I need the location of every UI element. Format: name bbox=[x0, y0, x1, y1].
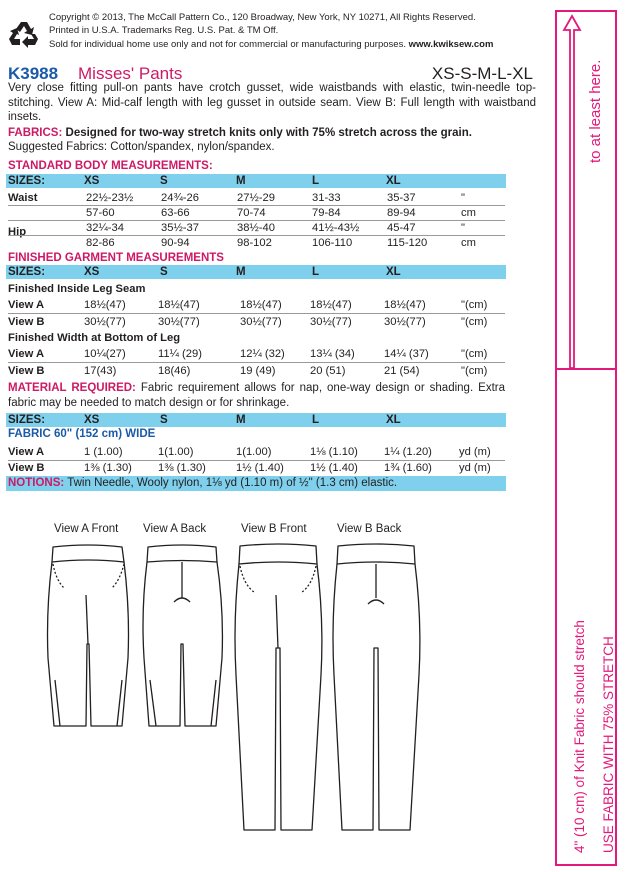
material-size-m: M bbox=[236, 414, 246, 426]
waist-unit-cm: cm bbox=[461, 207, 476, 219]
divider bbox=[8, 205, 505, 206]
hip-cm-xs: 82-86 bbox=[86, 237, 115, 249]
sold-text: Sold for individual home use only and not for commercial or manufacturing purposes. bbox=[49, 39, 406, 50]
finished-size-xs: XS bbox=[84, 266, 100, 278]
fabrics-label: FABRICS: bbox=[8, 127, 63, 139]
body-size-m: M bbox=[236, 175, 246, 187]
width-b-m: 19 (49) bbox=[240, 365, 276, 377]
view-b-front-drawing bbox=[235, 544, 322, 830]
pattern-description: Very close fitting pull-on pants have crotch gusset, wide waistbands with elastic, twin-needle top-stitching. View A: Mid-calf length with leg gusset in outside seam. View B: Full length with waistband insets. bbox=[8, 82, 536, 123]
inseam-b-xs: 30½(77) bbox=[84, 316, 126, 328]
width-b-xs: 17(43) bbox=[84, 365, 117, 377]
finished-size-s: S bbox=[160, 266, 168, 278]
body-size-xl: XL bbox=[386, 175, 401, 187]
width-a-xl: 14¼ (37) bbox=[384, 348, 429, 360]
sizes-range: XS-S-M-L-XL bbox=[431, 64, 533, 83]
pants-flat-drawings bbox=[40, 540, 440, 840]
sold-line bbox=[49, 38, 493, 51]
width-a-s: 11¼ (29) bbox=[158, 348, 202, 360]
view-a-back-drawing bbox=[143, 545, 222, 726]
inseam-view-a-label: View A bbox=[8, 299, 45, 311]
divider bbox=[8, 460, 505, 461]
width-view-b-label: View B bbox=[8, 365, 45, 377]
waist-m: 27½-29 bbox=[237, 192, 275, 204]
material-size-xs: XS bbox=[84, 414, 100, 426]
hip-l: 41½-43½ bbox=[312, 222, 360, 234]
material-text: Fabric requirement allows for nap, one-way design or shading. Extra fabric may be needed to match design or for shrinkage. bbox=[8, 382, 505, 409]
yardage-b-m: 1½ (1.40) bbox=[236, 462, 284, 474]
width-a-l: 13¼ (34) bbox=[310, 348, 355, 360]
body-size-s: S bbox=[160, 175, 168, 187]
website-link[interactable]: www.kwiksew.com bbox=[408, 39, 494, 50]
inseam-a-xs: 18½(47) bbox=[84, 299, 126, 311]
yardage-b-l: 1½ (1.40) bbox=[310, 462, 358, 474]
yardage-a-xs: 1 (1.00) bbox=[84, 446, 123, 458]
printed-line: Printed in U.S.A. Trademarks Reg. U.S. Pat. & TM Off. bbox=[49, 25, 279, 36]
hip-xs: 32¼-34 bbox=[86, 222, 124, 234]
yardage-b-unit: yd (m) bbox=[459, 462, 491, 474]
inseam-view-b-label: View B bbox=[8, 316, 45, 328]
hip-cm-m: 98-102 bbox=[237, 237, 272, 249]
yardage-a-unit: yd (m) bbox=[459, 446, 491, 458]
inseam-a-s: 18½(47) bbox=[158, 299, 200, 311]
fabrics-line bbox=[8, 126, 536, 141]
notions-line bbox=[8, 477, 397, 489]
waist-xs: 22½-23½ bbox=[86, 192, 134, 204]
recycle-icon bbox=[8, 20, 40, 50]
width-b-xl: 21 (54) bbox=[384, 365, 420, 377]
gauge-side-text: USE FABRIC WITH 75% STRETCH bbox=[601, 636, 616, 853]
inseam-b-s: 30½(77) bbox=[158, 316, 200, 328]
waist-unit-in: " bbox=[461, 192, 465, 204]
waist-cm-s: 63-66 bbox=[161, 207, 190, 219]
waist-xl: 35-37 bbox=[387, 192, 416, 204]
inseam-a-l: 18½(47) bbox=[310, 299, 352, 311]
fabric-width: FABRIC 60" (152 cm) WIDE bbox=[8, 428, 156, 440]
notions-label: NOTIONS: bbox=[8, 477, 65, 489]
view-b-back-drawing bbox=[333, 544, 420, 830]
fabrics-text: Designed for two-way stretch knits only with 75% stretch across the grain. bbox=[65, 127, 472, 139]
hip-unit-in: " bbox=[461, 222, 465, 234]
material-label: MATERIAL REQUIRED: bbox=[8, 382, 136, 394]
inseam-a-xl: 18½(47) bbox=[384, 299, 426, 311]
hip-cm-s: 90-94 bbox=[161, 237, 190, 249]
inseam-b-l: 30½(77) bbox=[310, 316, 352, 328]
waist-cm-xs: 57-60 bbox=[86, 207, 115, 219]
divider bbox=[8, 362, 505, 363]
yardage-view-b-label: View B bbox=[8, 462, 45, 474]
finished-sizes-label: SIZES: bbox=[8, 266, 46, 278]
waist-l: 31-33 bbox=[312, 192, 341, 204]
width-b-unit: "(cm) bbox=[461, 365, 488, 377]
view-b-front-label: View B Front bbox=[241, 523, 307, 535]
body-size-l: L bbox=[312, 175, 320, 187]
view-a-front-drawing bbox=[48, 545, 129, 726]
gauge-top-text: to at least here. bbox=[587, 59, 604, 163]
divider bbox=[8, 235, 505, 236]
yardage-a-l: 1⅛ (1.10) bbox=[310, 446, 358, 458]
material-size-s: S bbox=[160, 414, 168, 426]
divider bbox=[8, 220, 505, 221]
body-size-xs: XS bbox=[84, 175, 100, 187]
width-b-l: 20 (51) bbox=[310, 365, 346, 377]
finished-size-xl: XL bbox=[386, 266, 401, 278]
yardage-b-xl: 1¾ (1.60) bbox=[384, 462, 432, 474]
waist-label: Waist bbox=[8, 192, 38, 204]
material-size-l: L bbox=[312, 414, 320, 426]
yardage-view-a-label: View A bbox=[8, 446, 45, 458]
width-title: Finished Width at Bottom of Leg bbox=[8, 332, 181, 344]
body-measurements-title: STANDARD BODY MEASUREMENTS: bbox=[8, 160, 213, 172]
suggested-fabrics: Suggested Fabrics: Cotton/spandex, nylon/spandex. bbox=[8, 141, 275, 153]
body-sizes-label: SIZES: bbox=[8, 175, 46, 187]
yardage-a-s: 1(1.00) bbox=[158, 446, 194, 458]
hip-cm-l: 106-110 bbox=[312, 237, 353, 249]
view-b-back-label: View B Back bbox=[337, 523, 402, 535]
inseam-b-xl: 30½(77) bbox=[384, 316, 426, 328]
inseam-title: Finished Inside Leg Seam bbox=[8, 283, 146, 295]
yardage-a-m: 1(1.00) bbox=[236, 446, 272, 458]
waist-cm-l: 79-84 bbox=[312, 207, 341, 219]
hip-xl: 45-47 bbox=[387, 222, 416, 234]
divider bbox=[8, 313, 505, 314]
inseam-a-unit: "(cm) bbox=[461, 299, 488, 311]
material-required bbox=[8, 381, 505, 410]
inseam-b-m: 30½(77) bbox=[240, 316, 282, 328]
waist-s: 24¾-26 bbox=[161, 192, 199, 204]
yardage-b-xs: 1⅜ (1.30) bbox=[84, 462, 132, 474]
stretch-arrow-icon bbox=[560, 14, 584, 370]
yardage-b-s: 1⅜ (1.30) bbox=[158, 462, 206, 474]
view-a-back-label: View A Back bbox=[143, 523, 207, 535]
hip-unit-cm: cm bbox=[461, 237, 476, 249]
width-view-a-label: View A bbox=[8, 348, 45, 360]
inseam-b-unit: "(cm) bbox=[461, 316, 488, 328]
width-a-unit: "(cm) bbox=[461, 348, 488, 360]
waist-cm-xl: 89-94 bbox=[387, 207, 416, 219]
gauge-bottom-text: 4" (10 cm) of Knit Fabric should stretch bbox=[572, 620, 587, 853]
finished-measurements-title: FINISHED GARMENT MEASUREMENTS bbox=[8, 252, 224, 264]
body-sizes-bar bbox=[6, 174, 506, 188]
material-sizes-label: SIZES: bbox=[8, 414, 46, 426]
width-b-s: 18(46) bbox=[158, 365, 191, 377]
pattern-title: Misses' Pants bbox=[78, 64, 183, 83]
width-a-xs: 10¼(27) bbox=[84, 348, 126, 360]
finished-sizes-bar bbox=[6, 265, 506, 279]
hip-label: Hip bbox=[8, 226, 27, 238]
material-size-xl: XL bbox=[386, 414, 401, 426]
copyright-line: Copyright © 2013, The McCall Pattern Co., 120 Broadway, New York, NY 10271, All Rights Reserved. bbox=[49, 12, 476, 23]
view-a-front-label: View A Front bbox=[54, 523, 119, 535]
inseam-a-m: 18½(47) bbox=[240, 299, 282, 311]
hip-s: 35½-37 bbox=[161, 222, 199, 234]
material-sizes-bar bbox=[6, 413, 506, 427]
hip-m: 38½-40 bbox=[237, 222, 275, 234]
hip-cm-xl: 115-120 bbox=[387, 237, 428, 249]
width-a-m: 12¼ (32) bbox=[240, 348, 285, 360]
waist-cm-m: 70-74 bbox=[237, 207, 266, 219]
notions-text: Twin Needle, Wooly nylon, 1⅛ yd (1.10 m) of ½" (1.3 cm) elastic. bbox=[67, 477, 398, 489]
pattern-number: K3988 bbox=[8, 64, 59, 83]
yardage-a-xl: 1¼ (1.20) bbox=[384, 446, 432, 458]
finished-size-l: L bbox=[312, 266, 320, 278]
finished-size-m: M bbox=[236, 266, 246, 278]
